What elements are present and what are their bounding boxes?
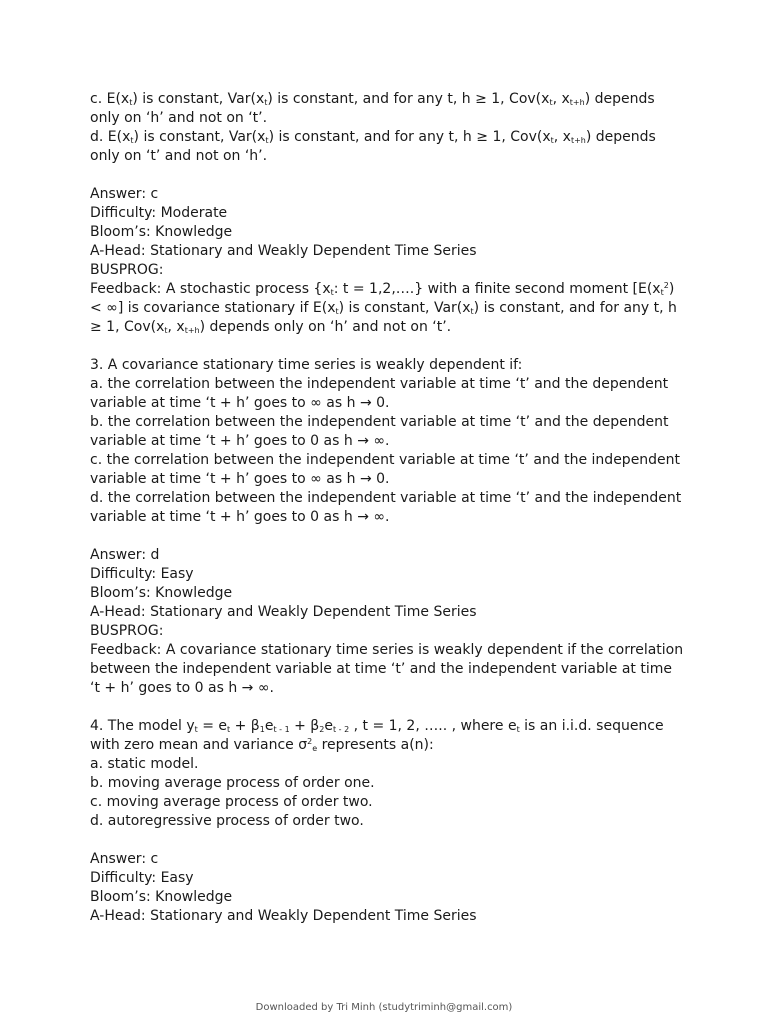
q3-option-d-line2: variable at time ‘t + h’ goes to 0 as h → ∞. <box>90 509 390 525</box>
q3-feedback-line1: Feedback: A covariance stationary time series is weakly dependent if the correlation <box>90 642 684 658</box>
q3-difficulty: Difficulty: Easy <box>90 566 194 582</box>
q4-option-d: d. autoregressive process of order two. <box>90 813 364 829</box>
q4-option-c: c. moving average process of order two. <box>90 794 373 810</box>
q3-option-d-line1: d. the correlation between the independent variable at time ‘t’ and the independent <box>90 490 682 506</box>
q4-difficulty: Difficulty: Easy <box>90 870 194 886</box>
q2-feedback-line2: < ∞] is covariance stationary if $E(x_t)$ is constant, $Var(x_t)$ is constant, and for any t, h <box>90 300 677 316</box>
q3-blooms: Bloom’s: Knowledge <box>90 585 233 601</box>
q2-option-c-line2: only on ‘h’ and not on ‘t’. <box>90 110 268 126</box>
q2-option-d-line2: only on ‘t’ and not on ‘h’. <box>90 148 268 164</box>
q3-option-a-line1: a. the correlation between the independent variable at time ‘t’ and the dependent <box>90 376 669 392</box>
q4-option-b: b. moving average process of order one. <box>90 775 375 791</box>
q2-answer: Answer: c <box>90 186 159 202</box>
q2-feedback-line1: Feedback: A stochastic process {$x_t$: t = 1,2,….} with a finite second moment [$E(x_t^2)$ <box>90 281 675 297</box>
q2-ahead: A-Head: Stationary and Weakly Dependent Time Series <box>90 243 477 259</box>
q2-feedback-line3: ≥ 1, $Cov(x_t$, $x_{t+h}$) depends only on ‘h’ and not on ‘t’. <box>90 319 452 335</box>
q3-option-b-line2: variable at time ‘t + h’ goes to 0 as h → ∞. <box>90 433 390 449</box>
q3-feedback-line2: between the independent variable at time ‘t’ and the independent variable at time <box>90 661 672 677</box>
q4-ahead: A-Head: Stationary and Weakly Dependent Time Series <box>90 908 477 924</box>
q4-stem-line1: 4. The model $y_t = e_t + \beta_1e_{t - 1} + \beta_2e_{t - 2}$ , t = 1, 2, ….. , where $e_t$ is an i.i.d. sequence <box>90 718 664 734</box>
q4-blooms: Bloom’s: Knowledge <box>90 889 233 905</box>
q3-option-a-line2: variable at time ‘t + h’ goes to ∞ as h → 0. <box>90 395 390 411</box>
document-body <box>90 90 690 926</box>
q2-busprog: BUSPROG: <box>90 262 164 278</box>
q2-difficulty: Difficulty: Moderate <box>90 205 228 221</box>
page-footer: Downloaded by Tri Minh (studytriminh@gmail.com) <box>255 1002 513 1013</box>
q3-answer: Answer: d <box>90 547 160 563</box>
q2-blooms: Bloom’s: Knowledge <box>90 224 233 240</box>
q4-option-a: a. static model. <box>90 756 199 772</box>
q4-stem-line2: with zero mean and variance $\sigma^2_e$ represents a(n): <box>90 737 434 753</box>
q3-option-c-line1: c. the correlation between the independent variable at time ‘t’ and the independent <box>90 452 681 468</box>
q3-feedback-line3: ‘t + h’ goes to 0 as h → ∞. <box>90 680 274 696</box>
q3-ahead: A-Head: Stationary and Weakly Dependent Time Series <box>90 604 477 620</box>
q4-answer: Answer: c <box>90 851 159 867</box>
q3-option-c-line2: variable at time ‘t + h’ goes to ∞ as h → 0. <box>90 471 390 487</box>
q2-option-d-line1: d. $E(x_t)$ is constant, $Var(x_t)$ is constant, and for any t, h ≥ 1, $Cov(x_t$, $x_{t+h}$) depends <box>90 129 656 145</box>
q3-stem: 3. A covariance stationary time series is weakly dependent if: <box>90 357 523 373</box>
q2-option-c-line1: c. $E(x_t)$ is constant, $Var(x_t)$ is constant, and for any t, h ≥ 1, $Cov(x_t$, $x_{t+h}$) depends <box>90 91 655 107</box>
q3-busprog: BUSPROG: <box>90 623 164 639</box>
q3-option-b-line1: b. the correlation between the independent variable at time ‘t’ and the dependent <box>90 414 669 430</box>
